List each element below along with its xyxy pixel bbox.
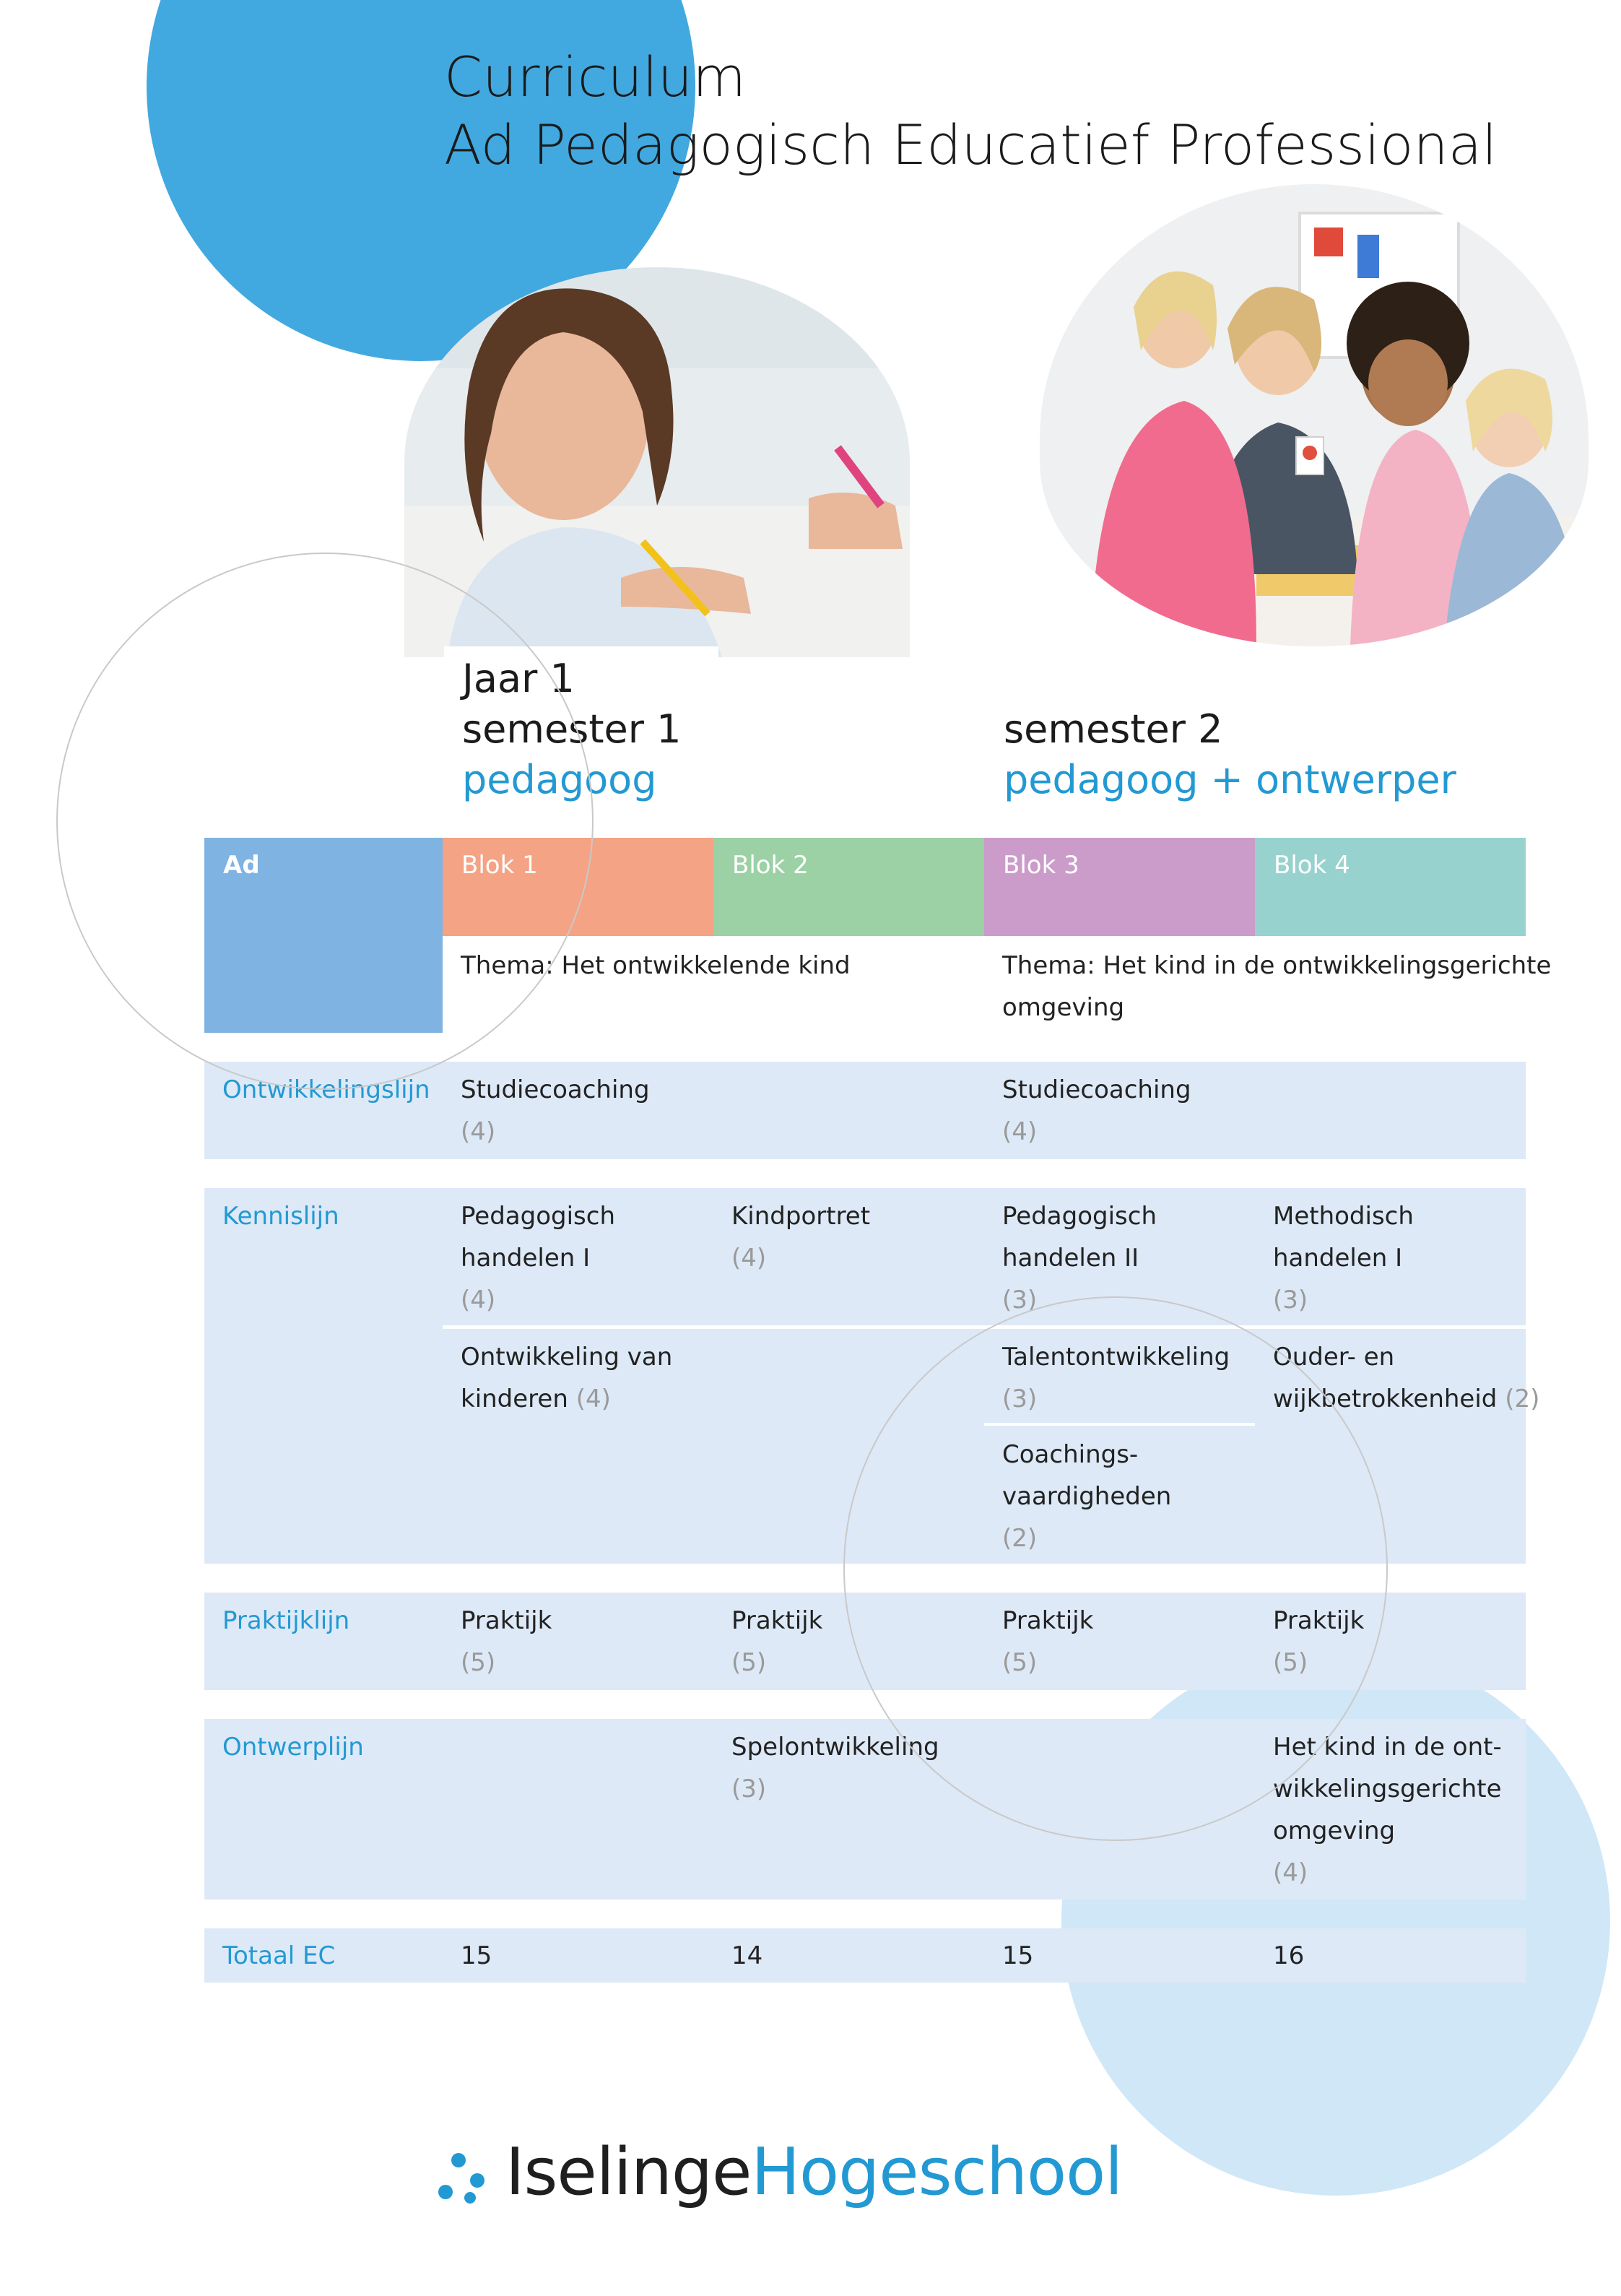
theme-semester-1: Thema: Het ontwikkelende kind: [461, 951, 851, 980]
ouder-line-2: wijkbetrokkenheid: [1273, 1385, 1498, 1413]
theme-semester-2-line-1: Thema: Het kind in de ontwikkelingsgerichte: [1002, 951, 1552, 980]
iselinge-logo: [437, 2134, 1159, 2221]
semester-1-label: semester 1: [462, 706, 682, 752]
logo-part-1: Iselinge: [505, 2134, 752, 2210]
semester-2-heading: [1004, 704, 1456, 805]
header-blok-2: [713, 838, 984, 936]
studiecoaching-s1-title: Studiecoaching: [461, 1075, 650, 1104]
blok-2-label: Blok 2: [732, 851, 809, 880]
logo-dots-icon: [437, 2149, 495, 2206]
decorative-ring-right: [843, 1296, 1388, 1841]
praktijk-blok-2: [731, 1600, 822, 1684]
spel-ec: (3): [731, 1775, 767, 1803]
course-methodisch-handelen-1: [1273, 1195, 1414, 1321]
talent-ec: (3): [1002, 1385, 1038, 1413]
totaal-blok-1: 15: [461, 1941, 492, 1970]
mh1-line-1: Methodisch: [1273, 1202, 1414, 1231]
photo-girl-writing: [404, 267, 910, 657]
praktijk-1-title: Praktijk: [461, 1606, 552, 1635]
semester-2-role: pedagoog + ontwerper: [1004, 757, 1456, 802]
title-line-1: Curriculum: [444, 45, 747, 109]
mh1-line-2: handelen I: [1273, 1244, 1403, 1273]
course-kindportret: [731, 1195, 870, 1279]
ouder-line-1: Ouder- en: [1273, 1343, 1395, 1372]
coach-line-1: Coachings-: [1002, 1440, 1139, 1469]
kennislijn-divider: [443, 1325, 1526, 1329]
praktijk-4-ec: (5): [1273, 1648, 1308, 1677]
praktijk-4-title: Praktijk: [1273, 1606, 1365, 1635]
kind-ec: (4): [1273, 1858, 1308, 1887]
corner-label: Ad: [223, 851, 260, 880]
label-totaal-ec: Totaal EC: [222, 1941, 336, 1970]
label-ontwikkelingslijn: Ontwikkelingslijn: [222, 1075, 430, 1104]
logo-text: [505, 2134, 1122, 2210]
mh1-ec: (3): [1273, 1286, 1308, 1314]
row-totaal-ec: [204, 1928, 1526, 1983]
semester-2-label: semester 2: [1004, 706, 1223, 752]
praktijk-2-title: Praktijk: [731, 1606, 823, 1635]
label-ontwerplijn: Ontwerplijn: [222, 1733, 364, 1762]
studiecoaching-s2-ec: (4): [1002, 1117, 1038, 1146]
totaal-blok-4: 16: [1273, 1941, 1305, 1970]
ph1-ec: (4): [461, 1286, 496, 1314]
talent-title: Talentontwikkeling: [1002, 1343, 1230, 1372]
ph2-ec: (3): [1002, 1286, 1038, 1314]
kindportret-title: Kindportret: [731, 1202, 871, 1231]
studiecoaching-s1: [461, 1069, 650, 1153]
kind-line-3: omgeving: [1273, 1816, 1396, 1845]
decorative-ring-left: [56, 553, 594, 1090]
coach-ec: (2): [1002, 1524, 1038, 1553]
label-praktijklijn: Praktijklijn: [222, 1606, 350, 1635]
ow-line-2: kinderen: [461, 1385, 568, 1413]
ow-line-1: Ontwikkeling van: [461, 1343, 673, 1372]
title-line-2: Ad Pedagogisch Educatief Professional: [444, 113, 1498, 177]
spel-title: Spelontwikkeling: [731, 1733, 939, 1762]
studiecoaching-s1-ec: (4): [461, 1117, 496, 1146]
praktijk-blok-1: [461, 1600, 552, 1684]
ph2-line-1: Pedagogisch: [1002, 1202, 1157, 1231]
ph2-line-2: handelen II: [1002, 1244, 1139, 1273]
logo-part-2: Hogeschool: [751, 2134, 1123, 2210]
kind-line-2: wikkelingsgerichte: [1273, 1775, 1502, 1803]
praktijk-3-ec: (5): [1002, 1648, 1038, 1677]
ph1-line-2: handelen I: [461, 1244, 591, 1273]
course-ontwikkeling-van-kinderen: [461, 1336, 672, 1420]
year-label: Jaar 1: [462, 656, 575, 701]
header-blok-3: [984, 838, 1255, 936]
totaal-blok-2: 14: [731, 1941, 763, 1970]
totaal-blok-3: 15: [1002, 1941, 1034, 1970]
praktijk-2-ec: (5): [731, 1648, 767, 1677]
kindportret-ec: (4): [731, 1244, 767, 1273]
page-title: [444, 43, 1497, 179]
ph1-line-1: Pedagogisch: [461, 1202, 615, 1231]
blok-3-label: Blok 3: [1003, 851, 1079, 880]
theme-semester-2: [1002, 945, 1551, 1028]
header-blok-4: [1255, 838, 1526, 936]
theme-semester-2-line-2: omgeving: [1002, 993, 1125, 1022]
praktijk-1-ec: (5): [461, 1648, 496, 1677]
coach-line-2: vaardigheden: [1002, 1482, 1172, 1511]
kind-line-1: Het kind in de ont-: [1273, 1733, 1502, 1762]
blok-4-label: Blok 4: [1274, 851, 1350, 880]
course-pedagogisch-handelen-1: [461, 1195, 615, 1321]
label-kennislijn: Kennislijn: [222, 1202, 339, 1231]
photo-teacher-with-children: [1040, 184, 1589, 646]
blok-1-label: Blok 1: [461, 851, 538, 880]
ouder-ec: (2): [1505, 1385, 1540, 1413]
praktijk-3-title: Praktijk: [1002, 1606, 1094, 1635]
semester-1-role: pedagoog: [462, 757, 657, 802]
studiecoaching-s2: [1002, 1069, 1191, 1153]
studiecoaching-s2-title: Studiecoaching: [1002, 1075, 1191, 1104]
ow-ec: (4): [575, 1385, 611, 1413]
